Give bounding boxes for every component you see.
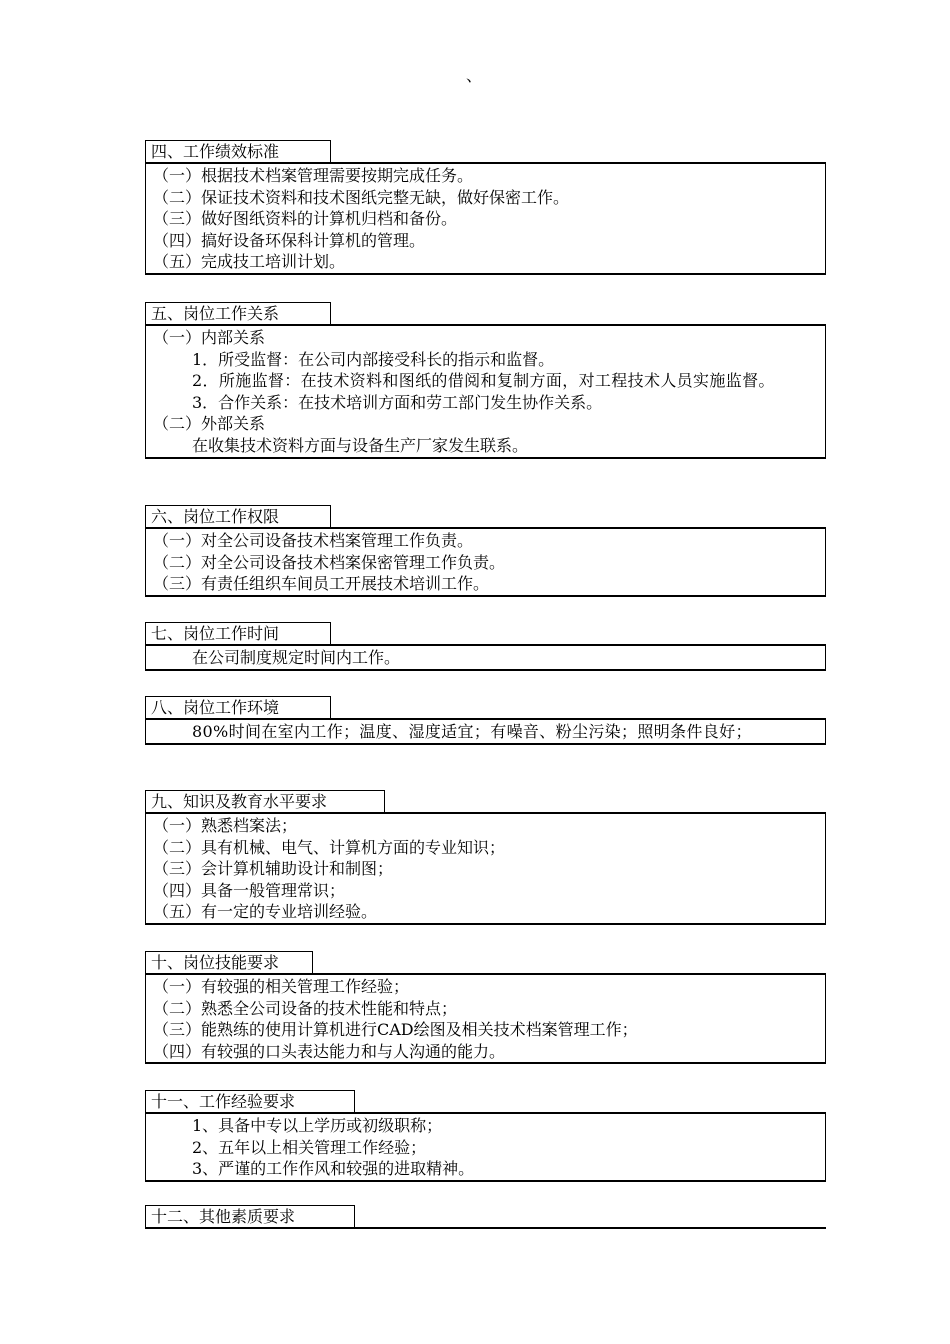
top-mark: 、 — [466, 66, 483, 85]
section-title: 九、知识及教育水平要求 — [145, 790, 385, 812]
section-body — [145, 973, 826, 1064]
list-item: （一）对全公司设备技术档案管理工作负责。 — [153, 531, 474, 550]
list-item: 1、具备中专以上学历或初级职称； — [192, 1116, 443, 1135]
section-authority — [145, 505, 826, 597]
section-title: 五、岗位工作关系 — [145, 302, 331, 324]
section-work-time — [145, 622, 826, 671]
section-knowledge-education — [145, 790, 826, 925]
section-performance-standards — [145, 140, 826, 275]
section-body — [145, 527, 826, 597]
list-item: （五）完成技工培训计划。 — [153, 252, 346, 272]
section-work-relations — [145, 302, 826, 459]
section-other-qualities — [145, 1205, 826, 1230]
section-body — [145, 644, 826, 671]
section-body — [145, 324, 826, 459]
section-title: 十二、其他素质要求 — [145, 1205, 355, 1227]
list-item: （三）做好图纸资料的计算机归档和备份。 — [153, 209, 458, 229]
list-item: 3．合作关系：在技术培训方面和劳工部门发生协作关系。 — [192, 392, 603, 412]
list-item: （四）有较强的口头表达能力和与人沟通的能力。 — [153, 1041, 506, 1061]
section-body — [145, 162, 826, 275]
section-body — [145, 1112, 826, 1182]
list-item: 在收集技术资料方面与设备生产厂家发生联系。 — [192, 435, 529, 455]
list-item: （一）根据技术档案管理需要按期完成任务。 — [153, 166, 474, 185]
list-item: 80%时间在室内工作；温度、湿度适宜；有噪音、粉尘污染；照明条件良好； — [192, 722, 752, 741]
list-item: （五）有一定的专业培训经验。 — [153, 902, 378, 922]
list-item: （二）对全公司设备技术档案保密管理工作负责。 — [153, 552, 506, 572]
section-experience-requirements — [145, 1090, 826, 1182]
list-item: 2、五年以上相关管理工作经验； — [192, 1137, 427, 1157]
list-item: （一）内部关系 — [153, 328, 266, 347]
section-title: 六、岗位工作权限 — [145, 505, 331, 527]
list-item: （四）搞好设备环保科计算机的管理。 — [153, 230, 426, 250]
section-title: 十、岗位技能要求 — [145, 951, 313, 973]
section-body — [145, 812, 826, 925]
list-item: 1．所受监督：在公司内部接受科长的指示和监督。 — [192, 349, 555, 369]
list-item: （二）保证技术资料和技术图纸完整无缺，做好保密工作。 — [153, 187, 570, 207]
list-item: 在公司制度规定时间内工作。 — [192, 648, 401, 667]
list-item: （一）熟悉档案法； — [153, 816, 298, 835]
section-skill-requirements — [145, 951, 826, 1064]
list-item: （二）具有机械、电气、计算机方面的专业知识； — [153, 837, 506, 857]
section-title: 四、工作绩效标准 — [145, 140, 331, 162]
list-item: 3、严谨的工作作风和较强的进取精神。 — [192, 1159, 475, 1179]
list-item: （三）有责任组织车间员工开展技术培训工作。 — [153, 574, 490, 594]
section-title: 七、岗位工作时间 — [145, 622, 331, 644]
list-item: （四）具备一般管理常识； — [153, 880, 346, 900]
section-title: 十一、工作经验要求 — [145, 1090, 355, 1112]
list-item: （三）能熟练的使用计算机进行CAD绘图及相关技术档案管理工作； — [153, 1020, 638, 1040]
section-body — [145, 718, 826, 745]
list-item: （二）熟悉全公司设备的技术性能和特点； — [153, 998, 458, 1018]
section-title: 八、岗位工作环境 — [145, 696, 331, 718]
list-item: 2．所施监督：在技术资料和图纸的借阅和复制方面，对工程技术人员实施监督。 — [192, 371, 775, 391]
list-item: （一）有较强的相关管理工作经验； — [153, 977, 410, 996]
section-body — [145, 1227, 826, 1230]
list-item: （二）外部关系 — [153, 414, 266, 434]
section-work-environment — [145, 696, 826, 745]
list-item: （三）会计算机辅助设计和制图； — [153, 859, 394, 879]
